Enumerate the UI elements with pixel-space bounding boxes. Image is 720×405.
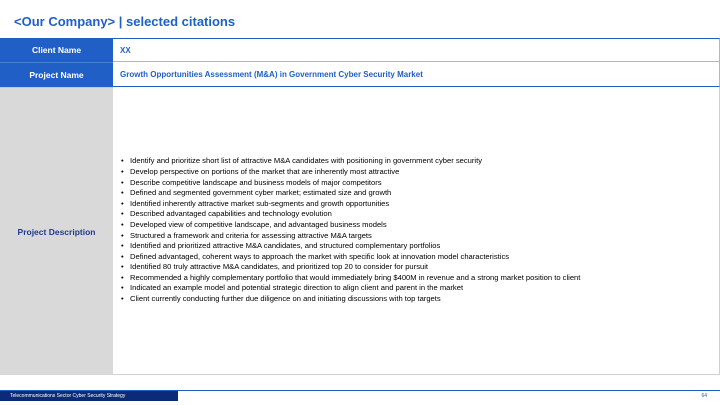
description-item: • Identify and prioritize short list of attractive M&A candidates with positioning in government cyber security (121, 156, 580, 167)
footer-label: Telecommunications Sector Cyber Security Strategy (0, 391, 178, 401)
description-item: • Defined and segmented government cyber market; estimated size and growth (121, 188, 580, 199)
client-row (0, 38, 720, 62)
project-row (0, 62, 720, 87)
description-item: • Identified and prioritized attractive M&A candidates, and structured complementary portfolios (121, 241, 580, 252)
client-name-label: Client Name (0, 38, 113, 62)
project-description-label: Project Description (0, 87, 113, 375)
page-number: 64 (701, 393, 707, 399)
description-item: • Indicated an example model and potential strategic direction to align client and parent in the market (121, 283, 580, 294)
project-name-label: Project Name (0, 62, 113, 87)
description-item: • Defined advantaged, coherent ways to approach the market with specific look at innovation model characteristics (121, 252, 580, 263)
project-description-cell (113, 87, 720, 375)
project-name-value: Growth Opportunities Assessment (M&A) in Government Cyber Security Market (113, 62, 720, 87)
client-name-value: XX (113, 38, 720, 62)
description-item: • Recommended a highly complementary portfolio that would immediately bring $400M in revenue and a strong market position to client (121, 273, 580, 284)
description-item: • Described advantaged capabilities and technology evolution (121, 209, 580, 220)
description-list (121, 156, 580, 304)
citation-table (0, 38, 720, 375)
description-item: • Structured a framework and criteria for assessing attractive M&A targets (121, 231, 580, 242)
description-item: • Identified inherently attractive market sub-segments and growth opportunities (121, 199, 580, 210)
description-item: • Identified 80 truly attractive M&A candidates, and prioritized top 20 to consider for pursuit (121, 262, 580, 273)
description-row (0, 87, 720, 375)
page-title: <Our Company> | selected citations (14, 14, 236, 29)
description-item: • Developed view of competitive landscape, and advantaged business models (121, 220, 580, 231)
description-item: • Develop perspective on portions of the market that are inherently most attractive (121, 167, 580, 178)
description-item: • Describe competitive landscape and business models of major competitors (121, 178, 580, 189)
description-item: • Client currently conducting further due diligence on and initiating discussions with top targets (121, 294, 580, 305)
